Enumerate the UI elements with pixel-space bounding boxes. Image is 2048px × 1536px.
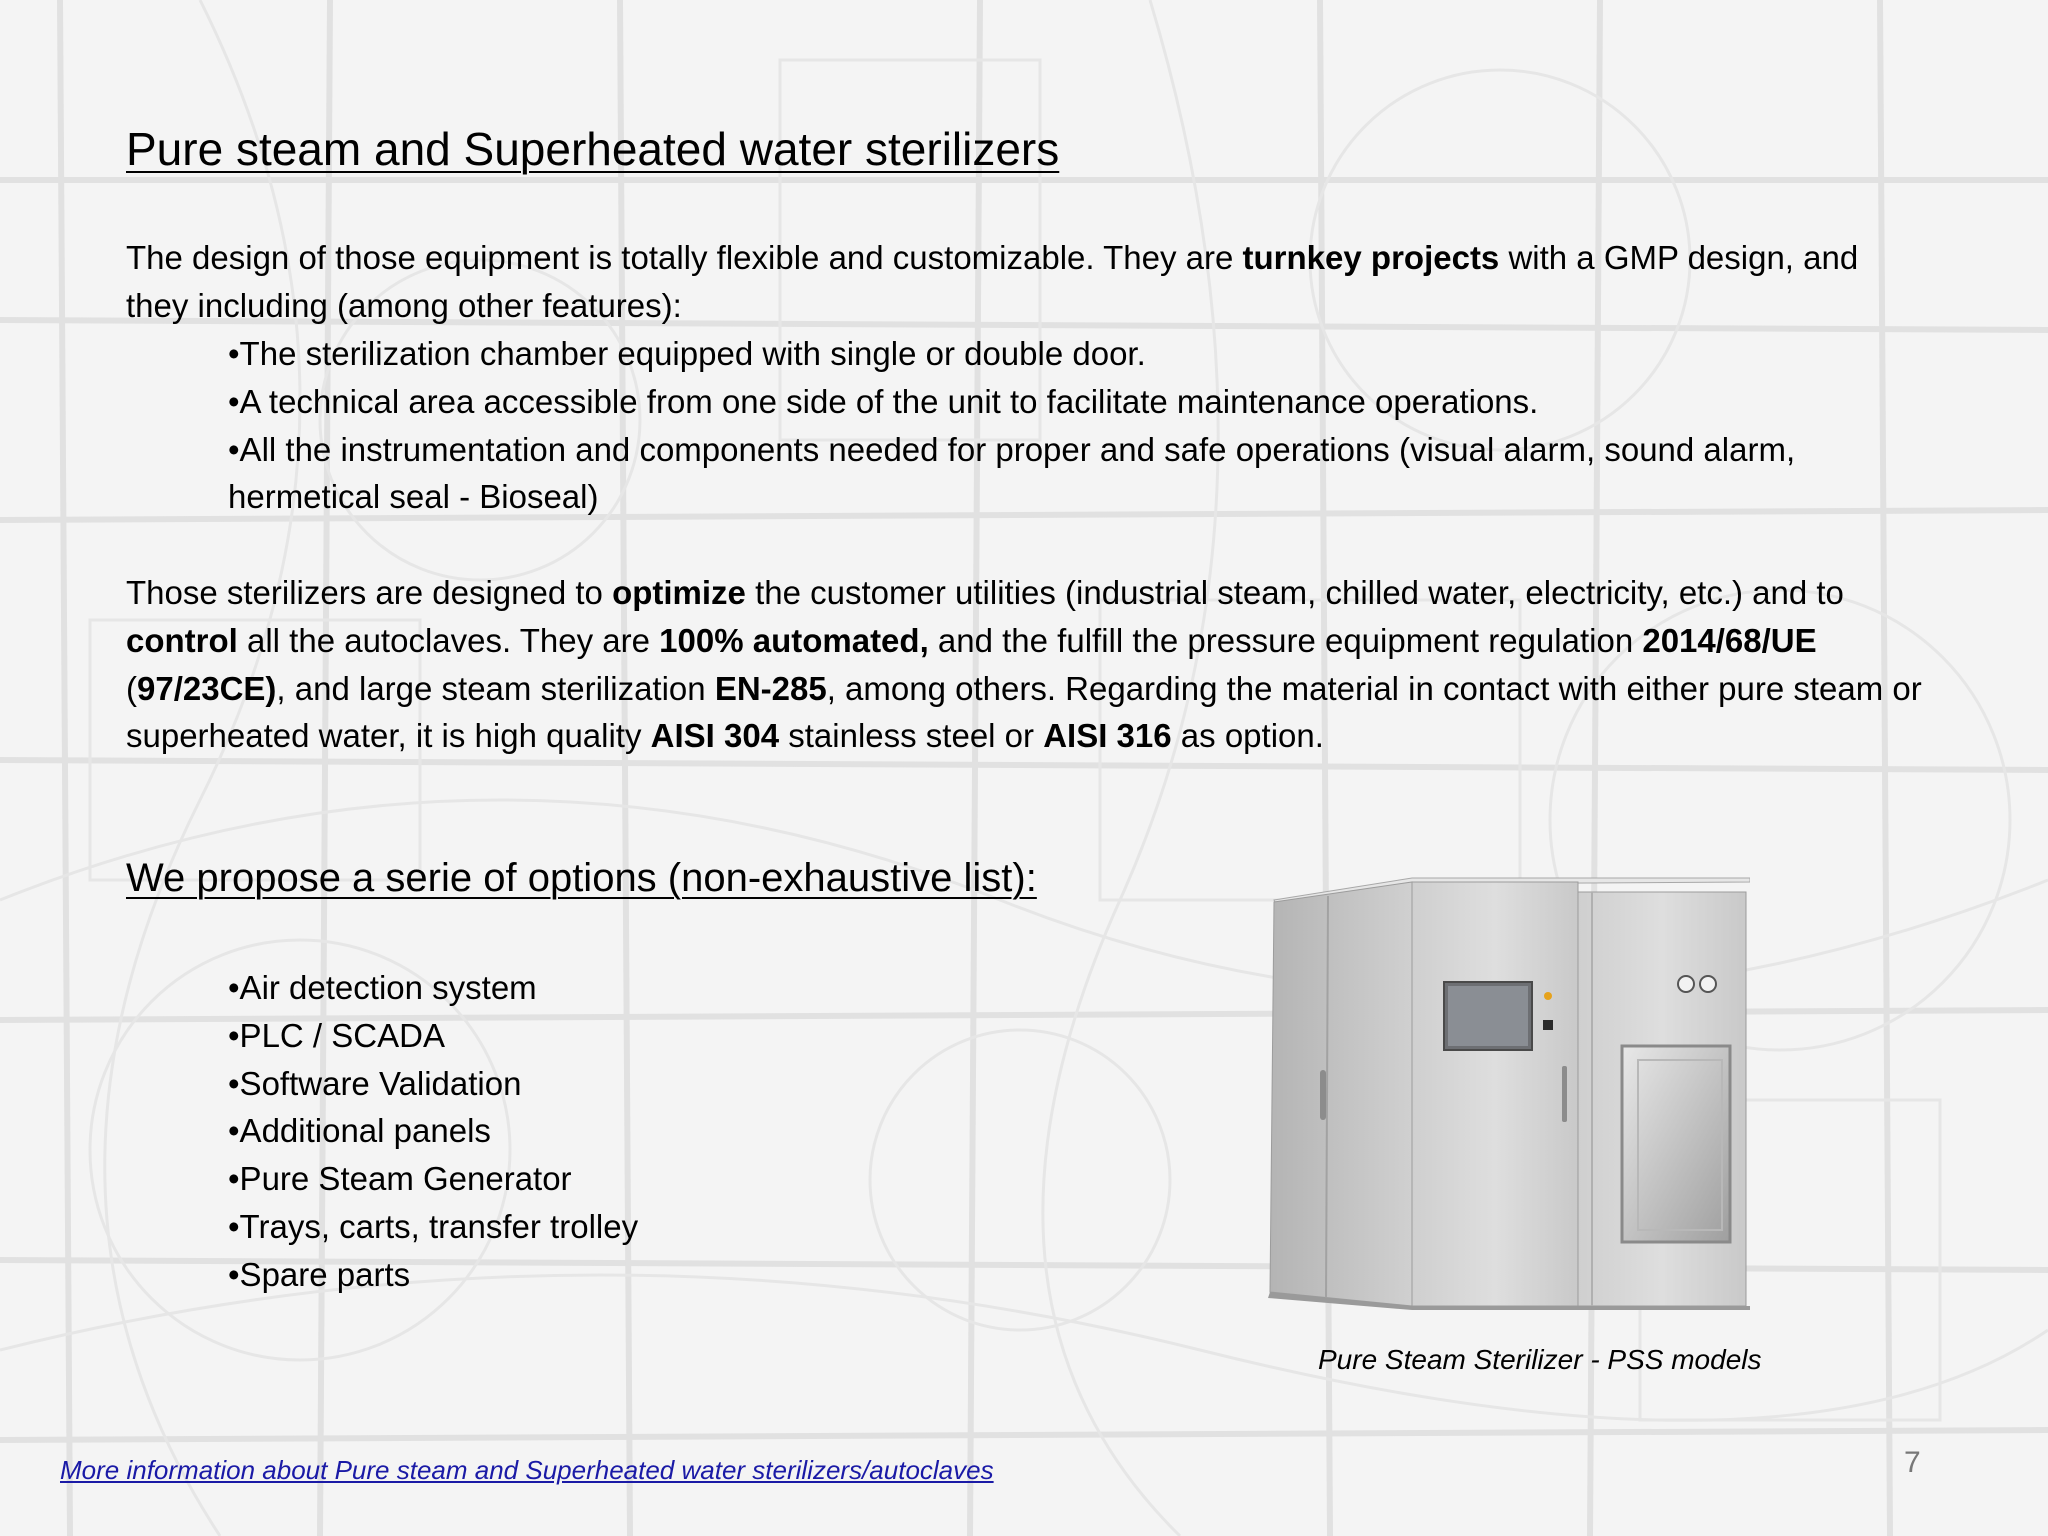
page-number: 7: [1904, 1446, 1921, 1479]
intro-text: with a GMP design, and they including (among other features):: [126, 239, 1859, 324]
body-bold: EN-285: [714, 669, 827, 707]
body-text: and the fulfill the pressure equipment regulation: [928, 621, 1643, 659]
body-text: , among others. Regarding the material in contact with either pure steam or superheated water, it is high quality: [126, 669, 1922, 755]
body-bold: 97/23CE): [137, 669, 277, 707]
option-item: •Software Validation: [228, 1064, 522, 1102]
body-text: stainless steel or: [779, 717, 1044, 755]
body-text: all the autoclaves. They are: [237, 621, 660, 659]
body-bold: AISI 316: [1043, 717, 1172, 755]
feature-item: •A technical area accessible from one side of the unit to facilitate maintenance operations.: [228, 382, 1539, 420]
body-text: (: [126, 669, 137, 707]
options-list: [228, 964, 928, 1299]
photo-caption: Pure Steam Sterilizer - PSS models: [1318, 1344, 1762, 1375]
option-item: •Additional panels: [228, 1112, 491, 1150]
intro-bold: turnkey projects: [1242, 239, 1500, 276]
feature-list: [228, 330, 1888, 521]
sterilizer-photo: [1262, 870, 1750, 1310]
option-item: •Spare parts: [228, 1255, 411, 1293]
option-item: •Pure Steam Generator: [228, 1160, 572, 1198]
body-text: as option.: [1171, 717, 1324, 755]
body-text: , and large steam sterilization: [276, 669, 715, 707]
options-heading: We propose a serie of options (non-exhaustive list):: [126, 856, 1037, 900]
slide-title: Pure steam and Superheated water sterilizers: [126, 123, 1060, 175]
option-item: •Trays, carts, transfer trolley: [228, 1207, 639, 1245]
intro-paragraph: [126, 234, 1906, 330]
utilities-paragraph: [126, 569, 1926, 760]
body-bold: optimize: [612, 574, 746, 611]
option-item: •Air detection system: [228, 969, 537, 1006]
feature-item: •The sterilization chamber equipped with single or double door.: [228, 335, 1146, 372]
body-text: the customer utilities (industrial steam, chilled water, electricity, etc.) and to: [745, 574, 1844, 611]
more-info-link[interactable]: More information about Pure steam and Superheated water sterilizers/autoclaves: [60, 1455, 994, 1485]
intro-text: The design of those equipment is totally flexible and customizable. They are: [126, 239, 1243, 276]
feature-item: •All the instrumentation and components needed for proper and safe operations (visual alarm, sound alarm, hermetical seal - Bioseal): [228, 430, 1796, 516]
body-text: Those sterilizers are designed to: [126, 574, 613, 611]
option-item: •PLC / SCADA: [228, 1016, 445, 1054]
body-bold: control: [126, 621, 238, 659]
body-bold: 100% automated,: [659, 621, 929, 659]
body-bold: AISI 304: [650, 717, 780, 755]
body-bold: 2014/68/UE: [1642, 621, 1817, 659]
